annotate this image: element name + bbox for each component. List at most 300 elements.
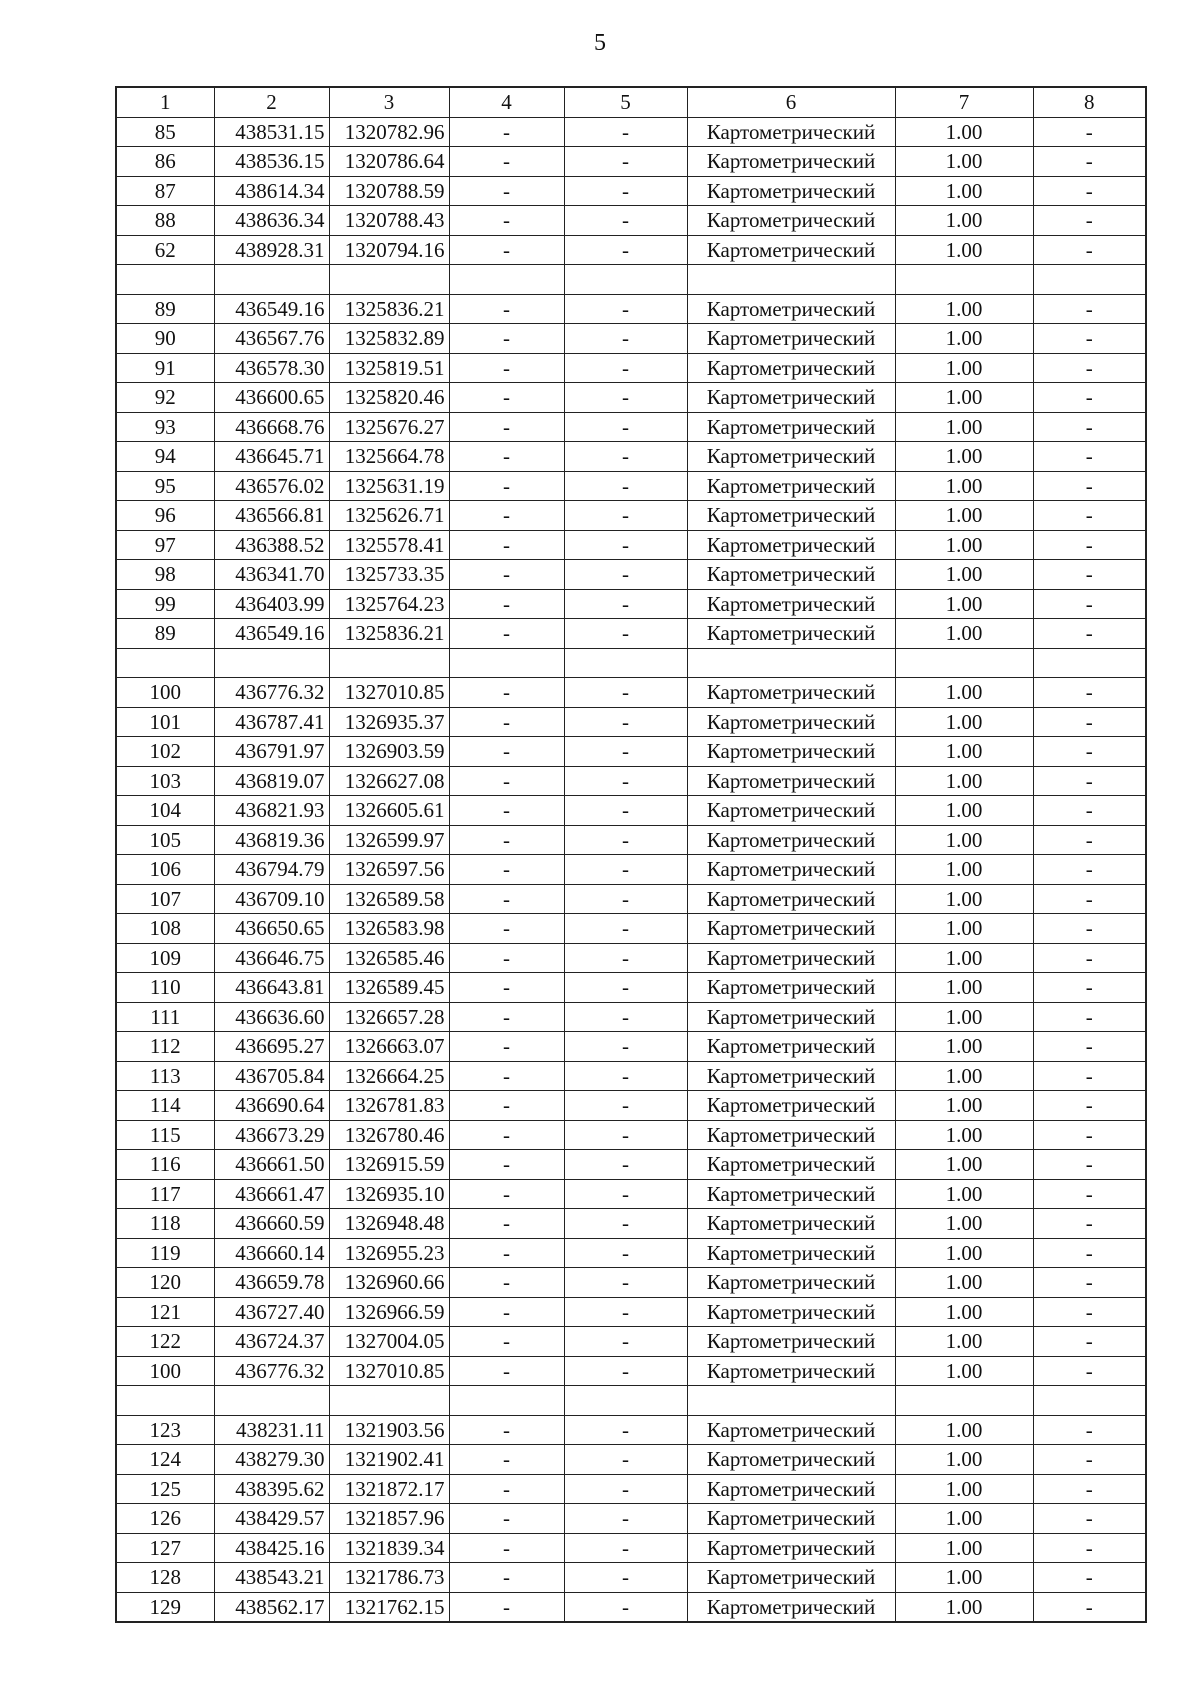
- y-coordinate-cell: 1326589.58: [329, 884, 449, 914]
- col4-cell: -: [449, 1504, 564, 1534]
- accuracy-cell: 1.00: [895, 589, 1033, 619]
- method-cell: Картометрический: [687, 117, 895, 147]
- table-row: [116, 678, 1146, 708]
- x-coordinate-cell: 438636.34: [214, 206, 329, 236]
- point-number-cell: 120: [116, 1268, 214, 1298]
- x-coordinate-cell: 436727.40: [214, 1297, 329, 1327]
- x-coordinate-cell: 438429.57: [214, 1504, 329, 1534]
- method-cell: Картометрический: [687, 412, 895, 442]
- col4-cell: -: [449, 117, 564, 147]
- x-coordinate-cell: 436787.41: [214, 707, 329, 737]
- column-header: 7: [895, 87, 1033, 117]
- col5-cell: -: [564, 1061, 687, 1091]
- table-row: [116, 530, 1146, 560]
- method-cell: Картометрический: [687, 737, 895, 767]
- col5-cell: -: [564, 1150, 687, 1180]
- y-coordinate-cell: 1326955.23: [329, 1238, 449, 1268]
- table-row: [116, 471, 1146, 501]
- accuracy-cell: 1.00: [895, 501, 1033, 531]
- col8-cell: -: [1033, 206, 1146, 236]
- col5-cell: -: [564, 943, 687, 973]
- col5-cell: -: [564, 324, 687, 354]
- point-number-cell: 107: [116, 884, 214, 914]
- method-cell: Картометрический: [687, 678, 895, 708]
- col4-cell: -: [449, 294, 564, 324]
- table-row: [116, 619, 1146, 649]
- x-coordinate-cell: 436690.64: [214, 1091, 329, 1121]
- point-number-cell: 109: [116, 943, 214, 973]
- x-coordinate-cell: 436388.52: [214, 530, 329, 560]
- method-cell: Картометрический: [687, 530, 895, 560]
- method-cell: Картометрический: [687, 1209, 895, 1239]
- col5-cell: -: [564, 235, 687, 265]
- table-row: [116, 412, 1146, 442]
- method-cell: Картометрический: [687, 176, 895, 206]
- table-row: [116, 1356, 1146, 1386]
- table-row: [116, 1533, 1146, 1563]
- method-cell: Картометрический: [687, 1120, 895, 1150]
- x-coordinate-cell: 436566.81: [214, 501, 329, 531]
- col5-cell: -: [564, 147, 687, 177]
- y-coordinate-cell: 1325820.46: [329, 383, 449, 413]
- col8-cell: -: [1033, 825, 1146, 855]
- col4-cell: -: [449, 147, 564, 177]
- col8-cell: -: [1033, 235, 1146, 265]
- table-row: [116, 589, 1146, 619]
- accuracy-cell: 1.00: [895, 796, 1033, 826]
- table-row: [116, 1297, 1146, 1327]
- method-cell: Картометрический: [687, 353, 895, 383]
- accuracy-cell: 1.00: [895, 825, 1033, 855]
- x-coordinate-cell: 438531.15: [214, 117, 329, 147]
- point-number-cell: 123: [116, 1415, 214, 1445]
- point-number-cell: 99: [116, 589, 214, 619]
- y-coordinate-cell: 1326657.28: [329, 1002, 449, 1032]
- y-coordinate-cell: 1325676.27: [329, 412, 449, 442]
- col4-cell: -: [449, 1091, 564, 1121]
- table-row: [116, 1091, 1146, 1121]
- table-row: [116, 176, 1146, 206]
- x-coordinate-cell: 438279.30: [214, 1445, 329, 1475]
- col4-cell: -: [449, 943, 564, 973]
- y-coordinate-cell: 1326597.56: [329, 855, 449, 885]
- col5-cell: -: [564, 589, 687, 619]
- method-cell: Картометрический: [687, 1327, 895, 1357]
- col5-cell: -: [564, 1002, 687, 1032]
- method-cell: Картометрический: [687, 147, 895, 177]
- accuracy-cell: 1.00: [895, 973, 1033, 1003]
- col4-cell: -: [449, 235, 564, 265]
- col8-cell: -: [1033, 383, 1146, 413]
- col4-cell: -: [449, 766, 564, 796]
- point-number-cell: 119: [116, 1238, 214, 1268]
- col5-cell: -: [564, 1415, 687, 1445]
- method-cell: Картометрический: [687, 1091, 895, 1121]
- point-number-cell: 128: [116, 1563, 214, 1593]
- y-coordinate-cell: 1327004.05: [329, 1327, 449, 1357]
- point-number-cell: 96: [116, 501, 214, 531]
- x-coordinate-cell: 436636.60: [214, 1002, 329, 1032]
- accuracy-cell: 1.00: [895, 1150, 1033, 1180]
- point-number-cell: 106: [116, 855, 214, 885]
- method-cell: Картометрический: [687, 796, 895, 826]
- method-cell: Картометрический: [687, 1268, 895, 1298]
- col5-cell: -: [564, 1179, 687, 1209]
- method-cell: Картометрический: [687, 294, 895, 324]
- col8-cell: -: [1033, 530, 1146, 560]
- accuracy-cell: 1.00: [895, 383, 1033, 413]
- y-coordinate-cell: 1321762.15: [329, 1592, 449, 1622]
- accuracy-cell: [895, 1386, 1033, 1416]
- table-row: [116, 1238, 1146, 1268]
- col8-cell: -: [1033, 796, 1146, 826]
- method-cell: Картометрический: [687, 235, 895, 265]
- col4-cell: -: [449, 1356, 564, 1386]
- y-coordinate-cell: 1326585.46: [329, 943, 449, 973]
- accuracy-cell: 1.00: [895, 707, 1033, 737]
- col8-cell: -: [1033, 1356, 1146, 1386]
- col8-cell: -: [1033, 1563, 1146, 1593]
- accuracy-cell: 1.00: [895, 766, 1033, 796]
- y-coordinate-cell: 1325832.89: [329, 324, 449, 354]
- col8-cell: -: [1033, 1297, 1146, 1327]
- col8-cell: -: [1033, 884, 1146, 914]
- col4-cell: -: [449, 412, 564, 442]
- col4-cell: -: [449, 560, 564, 590]
- col5-cell: -: [564, 1032, 687, 1062]
- method-cell: Картометрический: [687, 619, 895, 649]
- accuracy-cell: 1.00: [895, 619, 1033, 649]
- col5-cell: -: [564, 560, 687, 590]
- x-coordinate-cell: 436705.84: [214, 1061, 329, 1091]
- col4-cell: -: [449, 825, 564, 855]
- point-number-cell: 122: [116, 1327, 214, 1357]
- column-header: 8: [1033, 87, 1146, 117]
- method-cell: Картометрический: [687, 884, 895, 914]
- col8-cell: -: [1033, 353, 1146, 383]
- method-cell: Картометрический: [687, 324, 895, 354]
- col8-cell: -: [1033, 1327, 1146, 1357]
- y-coordinate-cell: 1326583.98: [329, 914, 449, 944]
- method-cell: Картометрический: [687, 914, 895, 944]
- x-coordinate-cell: 436576.02: [214, 471, 329, 501]
- point-number-cell: 114: [116, 1091, 214, 1121]
- y-coordinate-cell: 1326627.08: [329, 766, 449, 796]
- col4-cell: -: [449, 1415, 564, 1445]
- x-coordinate-cell: 436724.37: [214, 1327, 329, 1357]
- col8-cell: -: [1033, 943, 1146, 973]
- col5-cell: -: [564, 737, 687, 767]
- col8-cell: -: [1033, 973, 1146, 1003]
- col4-cell: -: [449, 1268, 564, 1298]
- point-number-cell: [116, 265, 214, 295]
- col5-cell: -: [564, 1238, 687, 1268]
- col4-cell: -: [449, 1592, 564, 1622]
- col4-cell: -: [449, 1238, 564, 1268]
- point-number-cell: 85: [116, 117, 214, 147]
- table-row: [116, 1209, 1146, 1239]
- x-coordinate-cell: 436650.65: [214, 914, 329, 944]
- col8-cell: -: [1033, 147, 1146, 177]
- col5-cell: -: [564, 914, 687, 944]
- point-number-cell: 95: [116, 471, 214, 501]
- col5-cell: -: [564, 619, 687, 649]
- x-coordinate-cell: 438395.62: [214, 1474, 329, 1504]
- col5-cell: -: [564, 1209, 687, 1239]
- x-coordinate-cell: 436668.76: [214, 412, 329, 442]
- col5-cell: -: [564, 855, 687, 885]
- col5-cell: -: [564, 294, 687, 324]
- method-cell: Картометрический: [687, 1533, 895, 1563]
- col4-cell: -: [449, 796, 564, 826]
- col4-cell: -: [449, 1150, 564, 1180]
- col8-cell: -: [1033, 412, 1146, 442]
- col8-cell: -: [1033, 117, 1146, 147]
- point-number-cell: 100: [116, 1356, 214, 1386]
- point-number-cell: 89: [116, 294, 214, 324]
- method-cell: Картометрический: [687, 560, 895, 590]
- col4-cell: [449, 648, 564, 678]
- col4-cell: -: [449, 324, 564, 354]
- point-number-cell: 115: [116, 1120, 214, 1150]
- col4-cell: -: [449, 1563, 564, 1593]
- method-cell: Картометрический: [687, 766, 895, 796]
- col8-cell: -: [1033, 501, 1146, 531]
- y-coordinate-cell: 1321902.41: [329, 1445, 449, 1475]
- table-row: [116, 1327, 1146, 1357]
- y-coordinate-cell: 1321839.34: [329, 1533, 449, 1563]
- method-cell: Картометрический: [687, 1297, 895, 1327]
- y-coordinate-cell: 1326935.10: [329, 1179, 449, 1209]
- y-coordinate-cell: 1320782.96: [329, 117, 449, 147]
- y-coordinate-cell: 1326663.07: [329, 1032, 449, 1062]
- point-number-cell: 105: [116, 825, 214, 855]
- accuracy-cell: 1.00: [895, 1415, 1033, 1445]
- table-row: [116, 973, 1146, 1003]
- table-row: [116, 147, 1146, 177]
- table-separator-row: [116, 648, 1146, 678]
- column-header: 4: [449, 87, 564, 117]
- accuracy-cell: 1.00: [895, 1327, 1033, 1357]
- col8-cell: -: [1033, 1533, 1146, 1563]
- table-row: [116, 442, 1146, 472]
- method-cell: [687, 265, 895, 295]
- col4-cell: -: [449, 1445, 564, 1475]
- y-coordinate-cell: [329, 265, 449, 295]
- point-number-cell: 91: [116, 353, 214, 383]
- accuracy-cell: 1.00: [895, 855, 1033, 885]
- accuracy-cell: 1.00: [895, 1120, 1033, 1150]
- col5-cell: -: [564, 1356, 687, 1386]
- col8-cell: -: [1033, 1120, 1146, 1150]
- table-row: [116, 737, 1146, 767]
- y-coordinate-cell: 1326935.37: [329, 707, 449, 737]
- method-cell: Картометрический: [687, 206, 895, 236]
- x-coordinate-cell: 436794.79: [214, 855, 329, 885]
- method-cell: Картометрический: [687, 943, 895, 973]
- x-coordinate-cell: [214, 265, 329, 295]
- accuracy-cell: 1.00: [895, 1061, 1033, 1091]
- x-coordinate-cell: 436643.81: [214, 973, 329, 1003]
- y-coordinate-cell: 1325626.71: [329, 501, 449, 531]
- y-coordinate-cell: 1320788.43: [329, 206, 449, 236]
- method-cell: [687, 648, 895, 678]
- col5-cell: -: [564, 973, 687, 1003]
- col4-cell: -: [449, 914, 564, 944]
- accuracy-cell: 1.00: [895, 1356, 1033, 1386]
- y-coordinate-cell: 1320786.64: [329, 147, 449, 177]
- col8-cell: -: [1033, 1474, 1146, 1504]
- col5-cell: -: [564, 1268, 687, 1298]
- point-number-cell: 98: [116, 560, 214, 590]
- point-number-cell: 126: [116, 1504, 214, 1534]
- accuracy-cell: 1.00: [895, 943, 1033, 973]
- x-coordinate-cell: 436791.97: [214, 737, 329, 767]
- table-row: [116, 943, 1146, 973]
- table-row: [116, 1061, 1146, 1091]
- col8-cell: -: [1033, 1150, 1146, 1180]
- accuracy-cell: 1.00: [895, 1091, 1033, 1121]
- accuracy-cell: 1.00: [895, 1238, 1033, 1268]
- y-coordinate-cell: 1326605.61: [329, 796, 449, 826]
- x-coordinate-cell: 436567.76: [214, 324, 329, 354]
- table-row: [116, 1002, 1146, 1032]
- col8-cell: [1033, 265, 1146, 295]
- col8-cell: -: [1033, 914, 1146, 944]
- col4-cell: -: [449, 383, 564, 413]
- y-coordinate-cell: 1327010.85: [329, 678, 449, 708]
- point-number-cell: [116, 1386, 214, 1416]
- table-separator-row: [116, 1386, 1146, 1416]
- col5-cell: -: [564, 678, 687, 708]
- col4-cell: -: [449, 884, 564, 914]
- table-row: [116, 235, 1146, 265]
- x-coordinate-cell: 436821.93: [214, 796, 329, 826]
- accuracy-cell: 1.00: [895, 1445, 1033, 1475]
- y-coordinate-cell: 1321872.17: [329, 1474, 449, 1504]
- col8-cell: -: [1033, 471, 1146, 501]
- col4-cell: -: [449, 707, 564, 737]
- column-header: 3: [329, 87, 449, 117]
- point-number-cell: 89: [116, 619, 214, 649]
- col8-cell: [1033, 1386, 1146, 1416]
- col4-cell: [449, 265, 564, 295]
- col5-cell: -: [564, 501, 687, 531]
- col8-cell: -: [1033, 1415, 1146, 1445]
- col8-cell: -: [1033, 678, 1146, 708]
- x-coordinate-cell: 436776.32: [214, 678, 329, 708]
- point-number-cell: 124: [116, 1445, 214, 1475]
- table-row: [116, 1445, 1146, 1475]
- col4-cell: -: [449, 1533, 564, 1563]
- col8-cell: -: [1033, 1091, 1146, 1121]
- accuracy-cell: 1.00: [895, 206, 1033, 236]
- col5-cell: -: [564, 1533, 687, 1563]
- col4-cell: -: [449, 530, 564, 560]
- y-coordinate-cell: 1325764.23: [329, 589, 449, 619]
- point-number-cell: 111: [116, 1002, 214, 1032]
- col5-cell: -: [564, 1474, 687, 1504]
- table-separator-row: [116, 265, 1146, 295]
- x-coordinate-cell: 436709.10: [214, 884, 329, 914]
- x-coordinate-cell: 436659.78: [214, 1268, 329, 1298]
- y-coordinate-cell: 1326915.59: [329, 1150, 449, 1180]
- table-row: [116, 855, 1146, 885]
- method-cell: Картометрический: [687, 501, 895, 531]
- point-number-cell: 113: [116, 1061, 214, 1091]
- col5-cell: -: [564, 1504, 687, 1534]
- col4-cell: -: [449, 1120, 564, 1150]
- accuracy-cell: 1.00: [895, 147, 1033, 177]
- col4-cell: -: [449, 206, 564, 236]
- x-coordinate-cell: 436646.75: [214, 943, 329, 973]
- col5-cell: -: [564, 707, 687, 737]
- method-cell: Картометрический: [687, 1504, 895, 1534]
- table-row: [116, 1179, 1146, 1209]
- col4-cell: -: [449, 1032, 564, 1062]
- column-header: 5: [564, 87, 687, 117]
- table-row: [116, 766, 1146, 796]
- accuracy-cell: 1.00: [895, 1209, 1033, 1239]
- accuracy-cell: 1.00: [895, 884, 1033, 914]
- col8-cell: -: [1033, 589, 1146, 619]
- x-coordinate-cell: 436695.27: [214, 1032, 329, 1062]
- x-coordinate-cell: 438928.31: [214, 235, 329, 265]
- method-cell: Картометрический: [687, 973, 895, 1003]
- x-coordinate-cell: 436776.32: [214, 1356, 329, 1386]
- point-number-cell: 104: [116, 796, 214, 826]
- col8-cell: -: [1033, 1032, 1146, 1062]
- y-coordinate-cell: 1321857.96: [329, 1504, 449, 1534]
- y-coordinate-cell: 1325578.41: [329, 530, 449, 560]
- coordinates-table: [115, 86, 1147, 1623]
- col5-cell: -: [564, 412, 687, 442]
- x-coordinate-cell: 436341.70: [214, 560, 329, 590]
- y-coordinate-cell: 1320788.59: [329, 176, 449, 206]
- table-row: [116, 560, 1146, 590]
- point-number-cell: 102: [116, 737, 214, 767]
- col5-cell: -: [564, 1563, 687, 1593]
- col5-cell: -: [564, 383, 687, 413]
- col5-cell: [564, 648, 687, 678]
- col4-cell: -: [449, 471, 564, 501]
- y-coordinate-cell: 1326781.83: [329, 1091, 449, 1121]
- col8-cell: -: [1033, 1002, 1146, 1032]
- point-number-cell: 94: [116, 442, 214, 472]
- col4-cell: -: [449, 1474, 564, 1504]
- table-row: [116, 1592, 1146, 1622]
- x-coordinate-cell: 436645.71: [214, 442, 329, 472]
- col4-cell: -: [449, 353, 564, 383]
- point-number-cell: [116, 648, 214, 678]
- y-coordinate-cell: 1320794.16: [329, 235, 449, 265]
- x-coordinate-cell: 436661.50: [214, 1150, 329, 1180]
- table-row: [116, 1415, 1146, 1445]
- col8-cell: -: [1033, 324, 1146, 354]
- col8-cell: -: [1033, 1238, 1146, 1268]
- x-coordinate-cell: 436660.14: [214, 1238, 329, 1268]
- method-cell: Картометрический: [687, 442, 895, 472]
- col8-cell: -: [1033, 737, 1146, 767]
- col5-cell: -: [564, 1592, 687, 1622]
- col4-cell: -: [449, 737, 564, 767]
- table-row: [116, 914, 1146, 944]
- accuracy-cell: 1.00: [895, 914, 1033, 944]
- point-number-cell: 87: [116, 176, 214, 206]
- table-row: [116, 1504, 1146, 1534]
- point-number-cell: 110: [116, 973, 214, 1003]
- y-coordinate-cell: 1326664.25: [329, 1061, 449, 1091]
